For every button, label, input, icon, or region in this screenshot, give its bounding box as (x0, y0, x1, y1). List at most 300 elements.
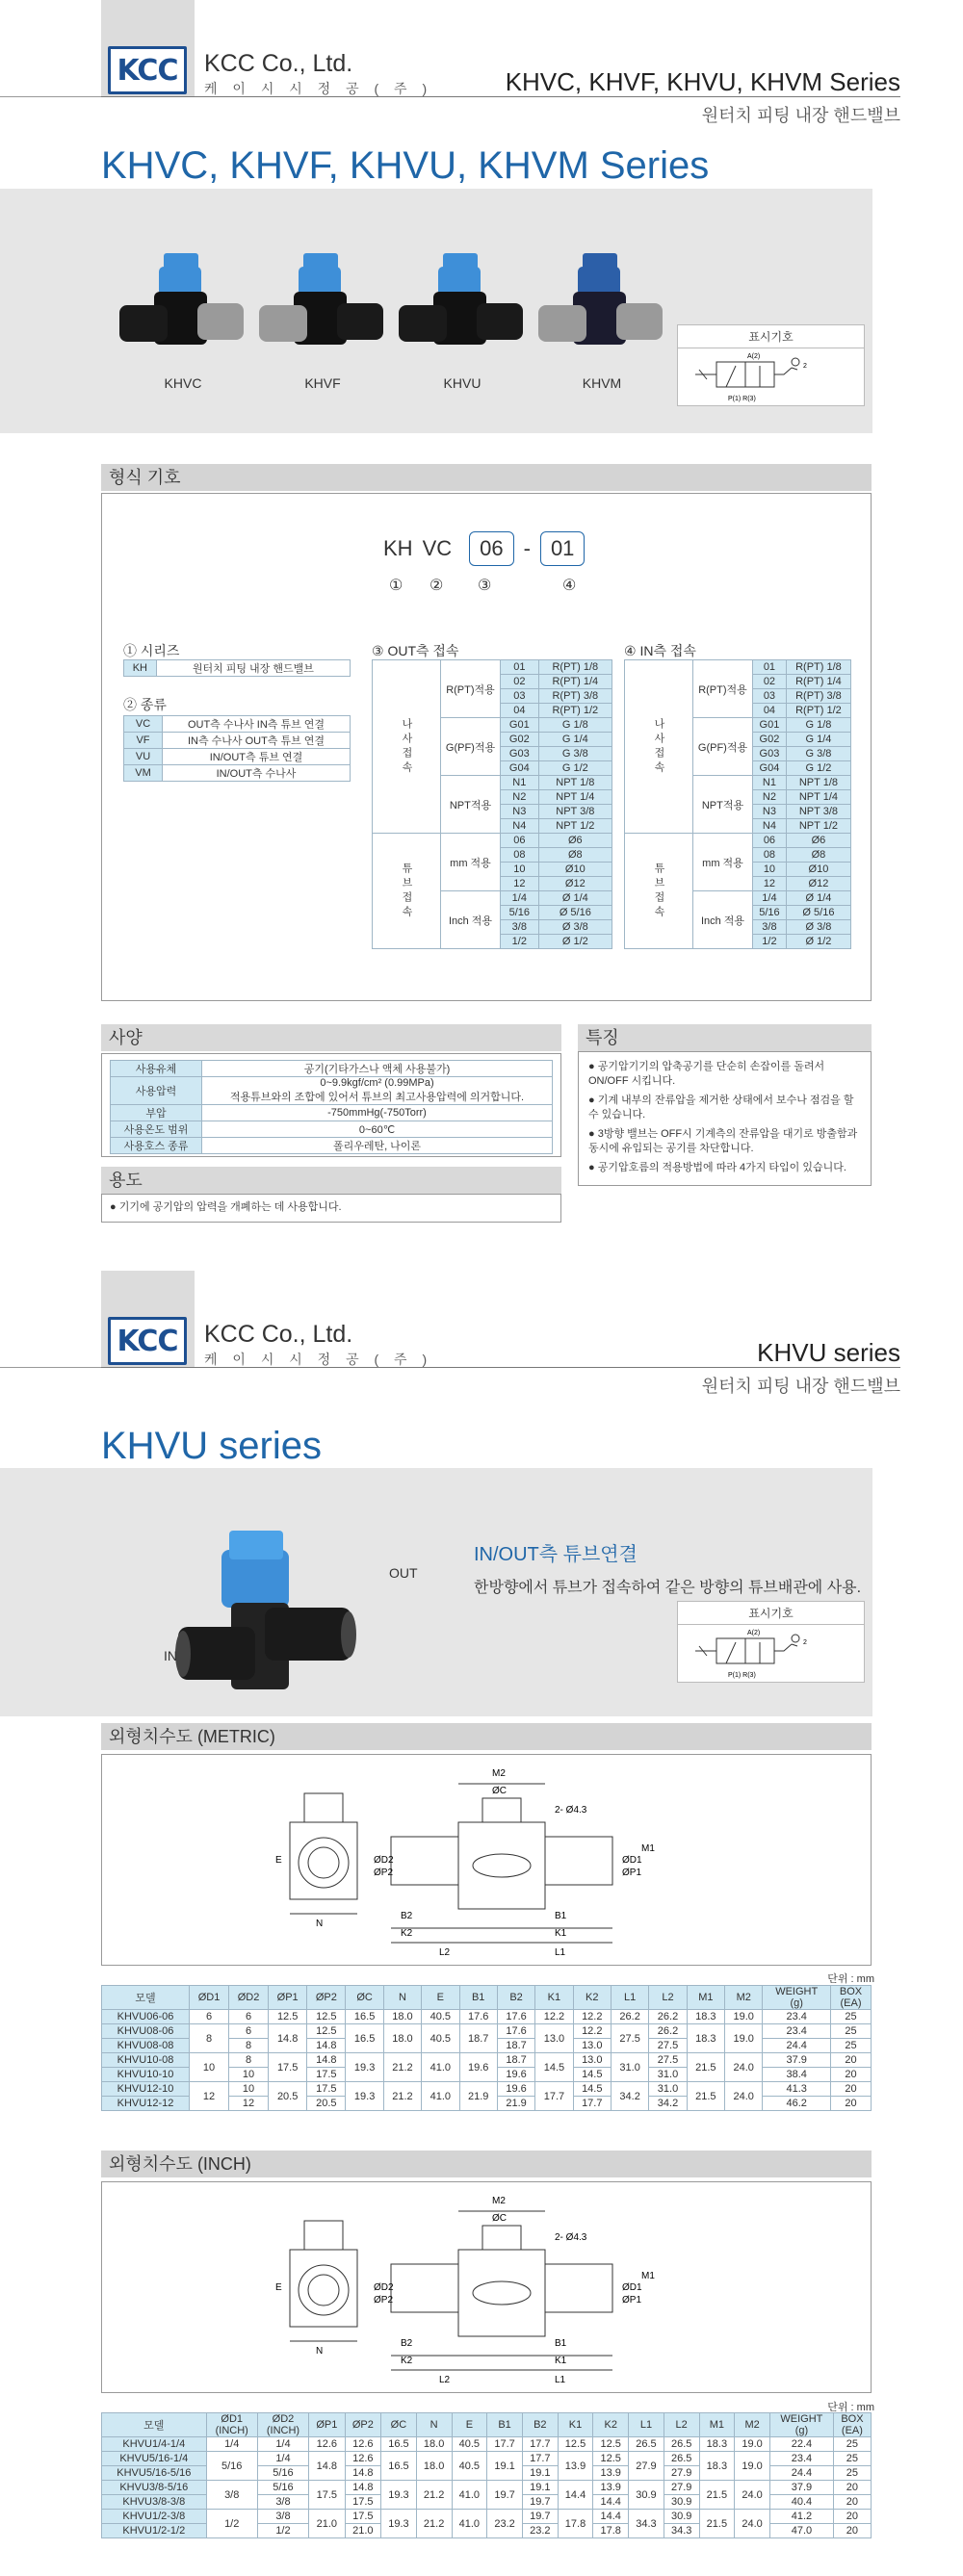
dim-m2: M2 (492, 2196, 506, 2206)
table-cell: G 1/2 (538, 761, 612, 776)
table-cell: 12 (190, 2082, 229, 2111)
table-row (124, 660, 351, 677)
table-cell: N4 (753, 819, 787, 834)
header-rule-left (0, 1367, 101, 1368)
table-header-cell: K2 (573, 1986, 611, 2010)
table-cell: NPT 1/2 (538, 819, 612, 834)
table-cell: 20 (833, 2524, 871, 2538)
table-cell: G02 (753, 733, 787, 747)
table-cell: G(PF)적용 (441, 718, 501, 776)
table-cell: 14.4 (593, 2495, 629, 2510)
table-cell: KHVU5/16-5/16 (102, 2466, 207, 2481)
table-header-cell: M2 (735, 2413, 770, 2437)
table-cell: 12.2 (573, 2024, 611, 2039)
table-cell: 3/8 (257, 2495, 308, 2510)
table-cell: 13.9 (593, 2466, 629, 2481)
svg-text:A(2): A(2) (747, 1630, 761, 1636)
table-cell: 14.8 (269, 2024, 307, 2053)
feature-item: ● 공기압호름의 적용방법에 따라 4가지 타입이 있습니다. (588, 1162, 846, 1173)
table-header-cell: M1 (699, 2413, 735, 2437)
table-cell: 41.0 (452, 2481, 487, 2510)
dim-m1: M1 (641, 1843, 655, 1854)
table-cell: G02 (501, 733, 539, 747)
table-cell: 18.7 (459, 2024, 497, 2053)
table-header-cell: E (452, 2413, 487, 2437)
table-cell: 24.0 (735, 2510, 770, 2538)
table-header-cell: BOX (EA) (833, 2413, 871, 2437)
table-cell: 1/4 (501, 891, 539, 906)
table-cell: 08 (501, 848, 539, 863)
table-cell: 13.0 (535, 2024, 573, 2053)
code-kh: KH (383, 536, 413, 560)
table-cell: 12.6 (309, 2437, 345, 2452)
table-cell: 21.5 (699, 2481, 735, 2510)
table-cell: 사용온도 범위 (111, 1121, 202, 1138)
table-cell: 18.0 (416, 2452, 452, 2481)
table-cell: 27.9 (664, 2481, 699, 2495)
metric-drawing (101, 1754, 872, 1966)
table-cell: R(PT) 1/2 (538, 704, 612, 718)
table-cell: 12 (501, 877, 539, 891)
table-cell: 10 (229, 2068, 269, 2082)
section-spec: 사양 (101, 1024, 561, 1051)
table-row (111, 1061, 553, 1077)
table-cell: G03 (501, 747, 539, 761)
table-cell: 18.3 (699, 2452, 735, 2481)
table-cell: 20 (831, 2082, 872, 2097)
table-cell: 14.8 (345, 2466, 380, 2481)
table-cell: 14.8 (307, 2053, 346, 2068)
table-cell: 12.5 (593, 2437, 629, 2452)
table-header-cell: ØC (381, 2413, 417, 2437)
table-cell: 06 (501, 834, 539, 848)
table-cell: 24.0 (725, 2082, 763, 2111)
series-header: KHVU series (757, 1338, 900, 1367)
table-header-cell: N (416, 2413, 452, 2437)
table-header-cell: K1 (535, 1986, 573, 2010)
table-cell: 14.5 (535, 2053, 573, 2082)
header-subtitle: 원터치 피팅 내장 핸드밸브 (701, 1377, 900, 1396)
table-cell: 46.2 (763, 2097, 831, 2111)
table-cell: 8 (229, 2039, 269, 2053)
dim-od2: ØD2 (374, 1855, 394, 1866)
svg-text:2: 2 (803, 1639, 807, 1646)
table-cell: 19.3 (346, 2053, 383, 2082)
table-cell: 37.9 (769, 2481, 833, 2495)
out-label: OUT (389, 1565, 418, 1581)
table-cell: 19.7 (522, 2510, 558, 2524)
table-cell: Ø 1/4 (786, 891, 850, 906)
dim-k2: K2 (401, 2356, 413, 2366)
table-header-cell: L1 (611, 1986, 648, 2010)
table-cell: 5/16 (257, 2481, 308, 2495)
table-cell: 6 (229, 2024, 269, 2039)
table-cell: 21.9 (459, 2082, 497, 2111)
series-table (123, 659, 351, 677)
table-header-cell: B2 (522, 2413, 558, 2437)
table-cell: 13.9 (558, 2452, 593, 2481)
table-cell: 12.2 (573, 2010, 611, 2024)
table-cell: 23.4 (763, 2010, 831, 2024)
table-cell: 34.2 (611, 2082, 648, 2111)
table-cell: Ø 1/2 (786, 935, 850, 949)
dim-k2: K2 (401, 1928, 413, 1939)
table-cell: 17.5 (307, 2082, 346, 2097)
table-row (373, 660, 612, 675)
code-n2: 01 (540, 531, 585, 566)
table-cell: 30.9 (664, 2495, 699, 2510)
svg-text:2: 2 (803, 363, 807, 370)
table-cell: 41.0 (422, 2053, 459, 2082)
table-cell: 41.2 (769, 2510, 833, 2524)
table-cell: R(PT) 1/4 (786, 675, 850, 689)
feature-frame (578, 1051, 872, 1186)
table-row (102, 2024, 872, 2039)
table-cell: G03 (753, 747, 787, 761)
table-row (102, 2510, 872, 2524)
table-cell: Inch 적용 (693, 891, 753, 949)
table-cell: 21.5 (687, 2082, 724, 2111)
table-header-cell: K2 (593, 2413, 629, 2437)
table-cell: 8 (190, 2024, 229, 2053)
feature-item: ● 공기압기기의 압축공기를 단순히 손잡이를 돌려서 ON/OFF 시킵니다. (588, 1061, 825, 1087)
feature-text-2: 기계 내부의 잔류압을 제거한 상태에서 보수나 점검을 할 수 있습니다. (588, 1095, 854, 1121)
table-cell: 04 (501, 704, 539, 718)
table-cell: KHVU10-10 (102, 2068, 190, 2082)
dim-hole: 2- Ø4.3 (555, 2232, 587, 2243)
metric-drawing-svg (102, 1755, 871, 1965)
table-cell: 사용압력 (111, 1077, 202, 1105)
table-cell: NPT 3/8 (538, 805, 612, 819)
svg-text:P(1) R(3): P(1) R(3) (728, 396, 756, 402)
table-cell: mm 적용 (693, 834, 753, 891)
table-cell: NPT 1/4 (538, 790, 612, 805)
inch-table (101, 2412, 872, 2538)
table-cell: 16.5 (346, 2024, 383, 2053)
table-cell: KH (124, 660, 157, 677)
table-cell: VU (124, 749, 163, 765)
table-cell: G(PF)적용 (693, 718, 753, 776)
page-header (0, 1271, 963, 1396)
table-cell: 16.5 (381, 2437, 417, 2452)
code-n1: 06 (469, 531, 513, 566)
table-cell: Ø6 (786, 834, 850, 848)
table-cell: G 1/2 (786, 761, 850, 776)
table-cell: 10 (753, 863, 787, 877)
table-header-cell: B1 (459, 1986, 497, 2010)
table-cell: 18.0 (383, 2010, 421, 2024)
unit-label: 단위 : mm (827, 1973, 874, 1985)
table-cell: G04 (753, 761, 787, 776)
table-header-cell: E (422, 1986, 459, 2010)
table-cell: KHVU10-08 (102, 2053, 190, 2068)
metric-table (101, 1985, 872, 2111)
table-cell: 19.6 (497, 2082, 534, 2097)
table-header-cell: ØP1 (309, 2413, 345, 2437)
table-cell: 41.0 (422, 2082, 459, 2111)
table-cell: 나사접속 (625, 660, 693, 834)
table-row (102, 2437, 872, 2452)
connection-title: IN/OUT측 튜브연결 (474, 1544, 638, 1565)
table-cell: 40.4 (769, 2495, 833, 2510)
table-cell: Ø8 (538, 848, 612, 863)
table-cell: 26.2 (649, 2024, 687, 2039)
table-cell: 19.6 (497, 2068, 534, 2082)
table-cell: 5/16 (206, 2452, 257, 2481)
dim-od1: ØD1 (622, 2282, 642, 2293)
table-cell: 13.9 (593, 2481, 629, 2495)
table-cell: 1/4 (257, 2437, 308, 2452)
table-cell: 47.0 (769, 2524, 833, 2538)
table-cell: KHVU12-12 (102, 2097, 190, 2111)
table-cell: Ø 5/16 (786, 906, 850, 920)
table-cell: 12.2 (535, 2010, 573, 2024)
table-cell: VF (124, 733, 163, 749)
dim-e: E (275, 1855, 282, 1866)
table-cell: G 1/8 (538, 718, 612, 733)
dim-b1: B1 (555, 1911, 567, 1921)
table-row (625, 660, 851, 675)
table-cell: 04 (753, 704, 787, 718)
dim-l2: L2 (439, 1947, 451, 1958)
table-cell: IN측 수나사 OUT측 튜브 연결 (163, 733, 351, 749)
company-korean: 케 이 시 시 정 공 ( 주 ) (204, 1352, 433, 1367)
table-cell: 24.0 (725, 2053, 763, 2082)
table-header-cell: K1 (558, 2413, 593, 2437)
table-cell: 19.0 (725, 2010, 763, 2024)
table-cell: N3 (501, 805, 539, 819)
feature-item: ● 기계 내부의 잔류압을 제거한 상태에서 보수나 점검을 할 수 있습니다. (588, 1095, 854, 1121)
dim-k1: K1 (555, 1928, 567, 1939)
table-cell: 25 (831, 2039, 872, 2053)
table-cell: N4 (501, 819, 539, 834)
table-cell: 40.5 (452, 2452, 487, 2481)
table-cell: 20.5 (307, 2097, 346, 2111)
table-cell: NPT적용 (693, 776, 753, 834)
table-header-cell: ØP2 (345, 2413, 380, 2437)
table-row (102, 2481, 872, 2495)
dim-op1: ØP1 (622, 2295, 642, 2306)
feature-text-4: 공기압호름의 적용방법에 따라 4가지 타입이 있습니다. (597, 1162, 846, 1173)
table-cell: 12.5 (307, 2010, 346, 2024)
valve-symbol-icon (678, 348, 864, 406)
table-cell: KHVU08-08 (102, 2039, 190, 2053)
table-cell: NPT 1/4 (786, 790, 850, 805)
table-cell: 0~9.9kgf/cm² (0.99MPa) 적용튜브와의 조합에 있어서 튜브의 최고사용압력에 의거합니다. (202, 1077, 553, 1105)
table-cell: 12 (753, 877, 787, 891)
table-cell: 19.3 (346, 2082, 383, 2111)
table-row (111, 1138, 553, 1154)
table-header-cell: M1 (687, 1986, 724, 2010)
table-cell: 01 (501, 660, 539, 675)
table-cell: 17.5 (345, 2510, 380, 2524)
table-cell: R(PT)적용 (693, 660, 753, 718)
table-cell: 02 (501, 675, 539, 689)
table-cell: 20 (831, 2053, 872, 2068)
table-cell: 31.0 (611, 2053, 648, 2082)
table-cell: 25 (833, 2466, 871, 2481)
table-cell: KHVU1/2-3/8 (102, 2510, 207, 2524)
table-cell: 19.1 (522, 2466, 558, 2481)
table-cell: 18.7 (497, 2053, 534, 2068)
table-cell: 20 (833, 2481, 871, 2495)
table-cell: 10 (229, 2082, 269, 2097)
table-cell: KHVU5/16-1/4 (102, 2452, 207, 2466)
table-cell: 24.4 (763, 2039, 831, 2053)
svg-text:P(1) R(3): P(1) R(3) (728, 1672, 756, 1679)
section-use: 용도 (101, 1167, 561, 1194)
product-valve-icon (116, 245, 250, 371)
dim-n: N (316, 1919, 324, 1929)
table-cell: 17.5 (345, 2495, 380, 2510)
table-cell: N1 (501, 776, 539, 790)
table-row (102, 2082, 872, 2097)
out-heading: ③ OUT측 접속 (372, 643, 459, 658)
table-cell: 26.2 (611, 2010, 648, 2024)
circle-3: ③ (478, 578, 492, 594)
table-header-cell: 모델 (102, 1986, 190, 2010)
table-cell: 20 (831, 2068, 872, 2082)
in-heading: ④ IN측 접속 (624, 643, 696, 658)
table-header-cell: L2 (664, 2413, 699, 2437)
table-cell: 17.7 (535, 2082, 573, 2111)
page-header (0, 0, 963, 125)
use-frame (101, 1194, 561, 1223)
table-row (124, 716, 351, 733)
table-cell: 폴리우레탄, 나이론 (202, 1138, 553, 1154)
page-1 (0, 0, 963, 1232)
code-dash: - (523, 536, 531, 560)
logo-text: KCC (117, 53, 178, 88)
table-cell: Ø 1/2 (538, 935, 612, 949)
table-cell: Ø 3/8 (786, 920, 850, 935)
table-cell: 27.5 (649, 2039, 687, 2053)
table-cell: 25 (831, 2024, 872, 2039)
table-cell: Ø6 (538, 834, 612, 848)
table-cell: 10 (190, 2053, 229, 2082)
table-cell: 12 (229, 2097, 269, 2111)
table-cell: 22.4 (769, 2437, 833, 2452)
table-cell: 38.4 (763, 2068, 831, 2082)
table-cell: 13.0 (573, 2039, 611, 2053)
table-cell: 8 (229, 2053, 269, 2068)
symbol-box (677, 324, 865, 406)
table-cell: KHVU3/8-3/8 (102, 2495, 207, 2510)
table-cell: 19.3 (381, 2481, 417, 2510)
table-cell: 21.2 (416, 2510, 452, 2538)
table-cell: 공기(기타가스나 액체 사용불가) (202, 1061, 553, 1077)
table-cell: 27.9 (629, 2452, 664, 2481)
table-cell: 17.8 (593, 2524, 629, 2538)
symbol-label: 표시기호 (678, 1602, 864, 1625)
table-cell: 17.7 (522, 2452, 558, 2466)
feature-text-1: 공기압기기의 압축공기를 단순히 손잡이를 돌려서 ON/OFF 시킵니다. (588, 1061, 825, 1087)
table-cell: 0~60℃ (202, 1121, 553, 1138)
section-feature: 특징 (578, 1024, 872, 1051)
table-cell: KHVU1/2-1/2 (102, 2524, 207, 2538)
table-cell: NPT 1/8 (538, 776, 612, 790)
table-cell: 12.5 (593, 2452, 629, 2466)
table-row (102, 2010, 872, 2024)
table-cell: Ø12 (786, 877, 850, 891)
table-header-cell: L1 (629, 2413, 664, 2437)
spec-frame (101, 1053, 561, 1157)
table-cell: G 3/8 (786, 747, 850, 761)
table-cell: mm 적용 (441, 834, 501, 891)
symbol-box (677, 1601, 865, 1683)
inch-drawing-svg (102, 2182, 871, 2392)
table-cell: 18.3 (687, 2010, 724, 2024)
model-code (383, 531, 585, 566)
svg-text:A(2): A(2) (747, 353, 761, 360)
header-rule-left (0, 96, 101, 97)
table-cell: Ø12 (538, 877, 612, 891)
table-header-cell: ØD2 (229, 1986, 269, 2010)
table-cell: 03 (501, 689, 539, 704)
table-cell: 21.5 (699, 2510, 735, 2538)
table-cell: 18.0 (416, 2437, 452, 2452)
table-cell: 14.8 (307, 2039, 346, 2053)
table-cell: 14.4 (558, 2481, 593, 2510)
use-text: 기기에 공기압의 압력을 개폐하는 데 사용합니다. (118, 1201, 342, 1213)
table-cell: 21.0 (309, 2510, 345, 2538)
table-cell: 40.5 (452, 2437, 487, 2452)
table-cell: 12.5 (307, 2024, 346, 2039)
table-cell: 19.7 (522, 2495, 558, 2510)
table-cell: 25 (833, 2452, 871, 2466)
table-cell: Inch 적용 (441, 891, 501, 949)
table-cell: 41.3 (763, 2082, 831, 2097)
dim-op2: ØP2 (374, 1868, 394, 1878)
table-cell: 17.6 (459, 2010, 497, 2024)
table-cell: 19.7 (487, 2481, 523, 2510)
table-cell: Ø10 (786, 863, 850, 877)
table-header-cell: ØD1 (INCH) (206, 2413, 257, 2437)
table-cell: 03 (753, 689, 787, 704)
table-cell: 14.5 (573, 2082, 611, 2097)
kcc-logo (108, 46, 187, 94)
table-header-cell: BOX (EA) (831, 1986, 872, 2010)
table-cell: KHVU1/4-1/4 (102, 2437, 207, 2452)
table-cell: 17.5 (269, 2053, 307, 2082)
section-inch: 외형치수도 (INCH) (101, 2151, 872, 2177)
table-cell: 1/4 (206, 2437, 257, 2452)
company-name: KCC Co., Ltd. (204, 1321, 353, 1348)
use-item: ● 기기에 공기압의 압력을 개폐하는 데 사용합니다. (110, 1201, 342, 1213)
table-cell: 37.9 (763, 2053, 831, 2068)
table-cell: 12.5 (558, 2437, 593, 2452)
table-cell: NPT 3/8 (786, 805, 850, 819)
table-cell: 19.0 (735, 2437, 770, 2452)
table-row (124, 749, 351, 765)
table-cell: 23.4 (763, 2024, 831, 2039)
table-cell: 14.5 (573, 2068, 611, 2082)
code-vc: VC (422, 536, 453, 560)
table-row (124, 765, 351, 782)
table-cell: VM (124, 765, 163, 782)
page-2 (0, 1271, 963, 2576)
table-cell: R(PT) 1/2 (786, 704, 850, 718)
table-cell: 1/2 (257, 2524, 308, 2538)
dim-l1: L1 (555, 2375, 566, 2385)
table-cell: 6 (190, 2010, 229, 2024)
table-cell: 튜브접속 (373, 834, 441, 949)
dim-b1: B1 (555, 2338, 567, 2349)
table-header-cell: WEIGHT (g) (763, 1986, 831, 2010)
dim-m2: M2 (492, 1768, 506, 1779)
table-cell: R(PT) 3/8 (786, 689, 850, 704)
table-cell: 3/8 (501, 920, 539, 935)
